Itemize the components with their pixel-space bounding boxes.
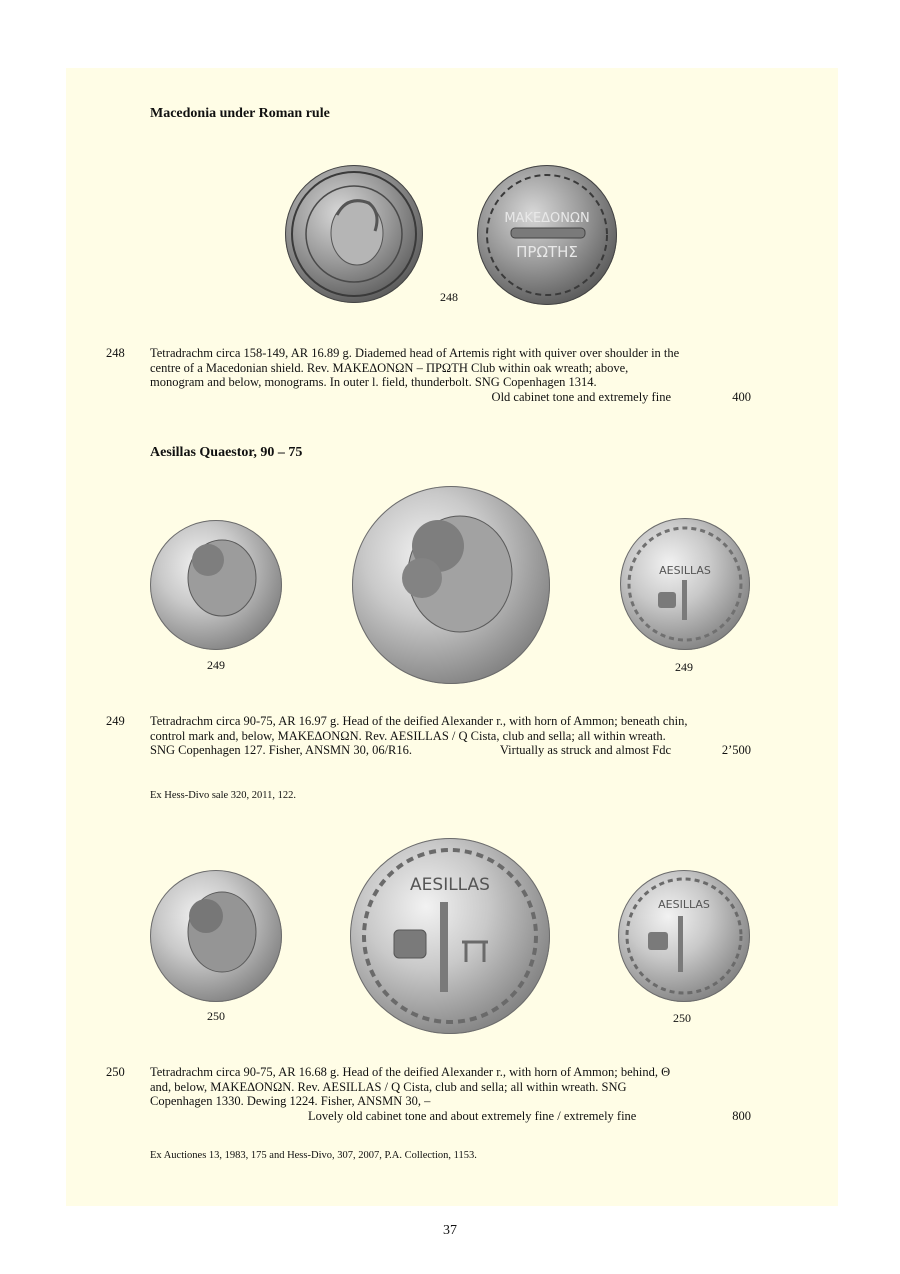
lot-description	[150, 1065, 751, 1123]
coin-248-reverse	[477, 165, 617, 305]
lot-description	[150, 714, 751, 758]
coin-250-obverse-small	[150, 870, 282, 1002]
lot-price: 2’500	[721, 743, 751, 757]
section-title-aesillas: Aesillas Quaestor, 90 – 75	[150, 445, 303, 460]
description-line: monogram and below, monograms. In outer l. field, thunderbolt. SNG Copenhagen 1314.	[150, 375, 597, 389]
coin-250-reverse-enlarged	[350, 838, 550, 1034]
description-line: control mark and, below, ΜΑΚΕΔΟΝΩΝ. Rev. AESILLAS / Q Cista, club and sella; all within wreath.	[150, 728, 666, 743]
description-line: Copenhagen 1330. Dewing 1224. Fisher, ANSMN 30, –	[150, 1094, 431, 1108]
coin-caption: 248	[440, 290, 458, 304]
lot-price: 800	[732, 1108, 751, 1123]
coin-legend-aesillas: AESILLAS	[659, 564, 711, 577]
lot-provenance: Ex Auctiones 13, 1983, 175 and Hess-Divo, 307, 2007, P.A. Collection, 1153.	[150, 1150, 477, 1161]
description-line: and, below, ΜΑΚΕΔΟΝΩΝ. Rev. AESILLAS / Q Cista, club and sella; all within wreath. SNG	[150, 1079, 627, 1094]
coin-249-obverse-small	[150, 520, 282, 650]
lot-grade: Old cabinet tone and extremely fine	[491, 389, 671, 404]
coin-caption: 249	[207, 658, 225, 672]
lot-number: 248	[106, 346, 125, 360]
coin-legend-aesillas: AESILLAS	[658, 898, 710, 911]
coin-caption: 249	[675, 660, 693, 674]
description-line: Tetradrachm circa 158-149, AR 16.89 g. Diademed head of Artemis right with quiver over shoulder in the	[150, 346, 680, 360]
lot-description	[150, 346, 751, 404]
coin-legend-aesillas: AESILLAS	[410, 875, 490, 895]
section-title-macedonia: Macedonia under Roman rule	[150, 106, 330, 121]
lot-grade: Lovely old cabinet tone and about extremely fine / extremely fine	[308, 1108, 637, 1123]
lot-grade: Virtually as struck and almost Fdc	[499, 743, 671, 757]
coin-249-obverse-enlarged	[352, 486, 550, 684]
coin-caption: 250	[673, 1011, 691, 1025]
coin-249-reverse	[620, 518, 750, 650]
lot-number: 249	[106, 714, 125, 728]
page-number: 37	[443, 1223, 457, 1238]
description-line: Tetradrachm circa 90-75, AR 16.68 g. Head of the deified Alexander r., with horn of Ammon; behind, Θ	[150, 1065, 671, 1079]
lot-number: 250	[106, 1065, 125, 1079]
lot-provenance: Ex Hess-Divo sale 320, 2011, 122.	[150, 790, 297, 801]
coin-caption: 250	[207, 1009, 225, 1023]
description-line: SNG Copenhagen 127. Fisher, ANSMN 30, 06/R16.	[150, 743, 413, 757]
coin-legend-prote: ΠΡΩΤΗΣ	[516, 243, 578, 261]
description-line: centre of a Macedonian shield. Rev. ΜΑΚΕΔΟΝΩΝ – ΠΡΩΤΗ Club within oak wreath; above,	[150, 360, 629, 375]
lot-price: 400	[732, 389, 751, 404]
coin-248-obverse	[285, 165, 423, 303]
description-line: Tetradrachm circa 90-75, AR 16.97 g. Head of the deified Alexander r., with horn of Ammon; beneath chin,	[150, 714, 688, 728]
coin-250-reverse	[618, 870, 750, 1002]
coin-legend-macedonon: ΜΑΚΕΔΟΝΩΝ	[504, 211, 590, 226]
